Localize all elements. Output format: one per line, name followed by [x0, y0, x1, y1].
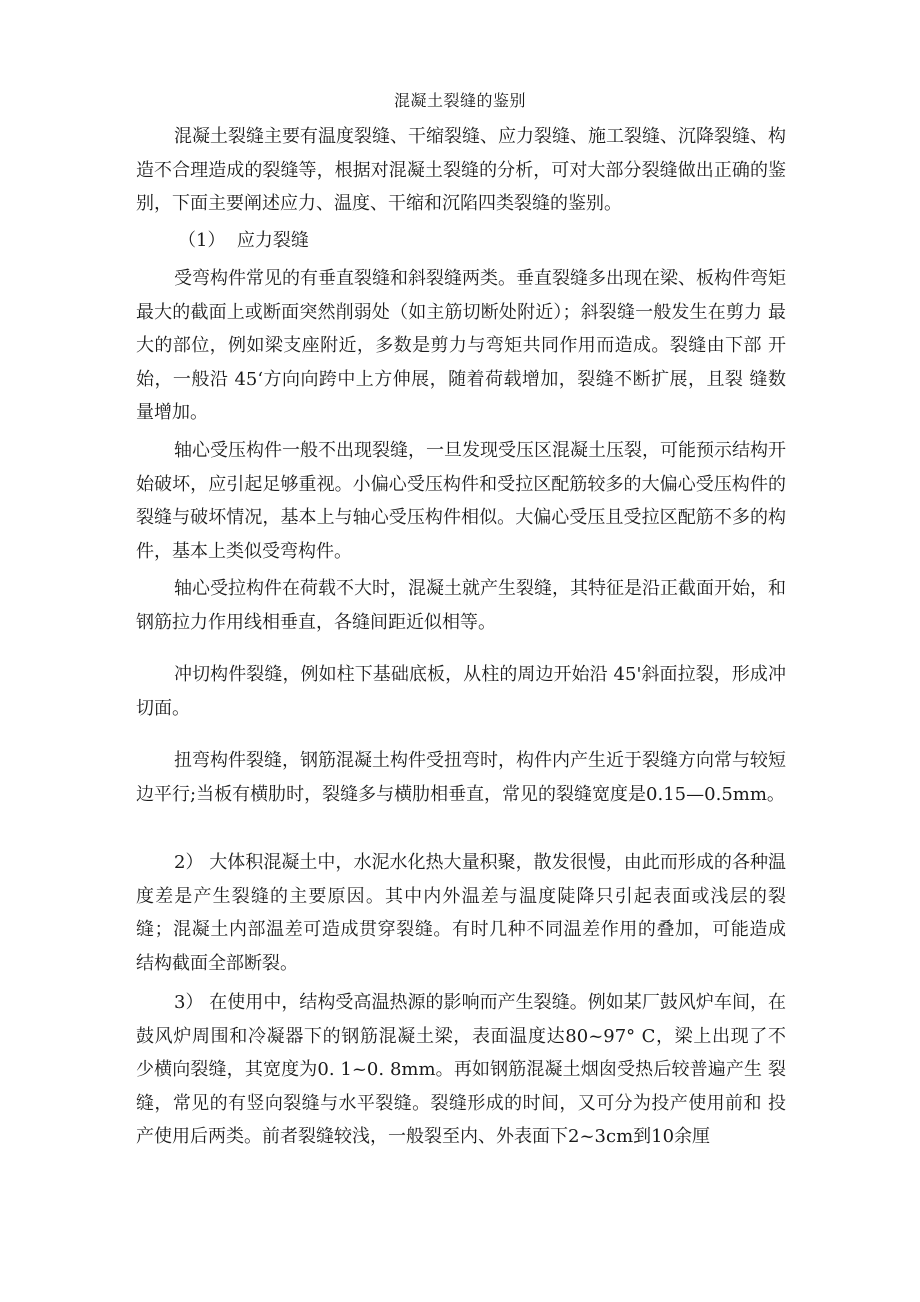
paragraph-torsion-bending: 扭弯构件裂缝，钢筋混凝土构件受扭弯时，构件内产生近于裂缝方向常与较短边平行;当板有横肋时，裂缝多与横肋相垂直，常见的裂缝宽度是0.15—0.5mm。 [136, 750, 786, 805]
section-heading-stress-cracks: （1） 应力裂缝 [178, 230, 309, 251]
intro-paragraph: 混凝土裂缝主要有温度裂缝、干缩裂缝、应力裂缝、施工裂缝、沉降裂缝、构造不合理造成的裂缝等，根据对混凝土裂缝的分析，可对大部分裂缝做出正确的鉴别，下面主要阐述应力、温度、干缩和沉陷四类裂缝的鉴别。 [136, 126, 786, 215]
paragraph-axial-tension: 轴心受拉构件在荷载不大时，混凝土就产生裂缝，其特征是沿正截面开始，和钢筋拉力作用线相垂直，各缝间距近似相等。 [136, 578, 786, 633]
paragraph-punching-shear: 冲切构件裂缝，例如柱下基础底板，从柱的周边开始沿 45'斜面拉裂，形成冲切面。 [136, 664, 786, 719]
paragraph-high-temperature: 3） 在使用中，结构受高温热源的影响而产生裂缝。例如某厂鼓风炉车间，在 鼓风炉周围和冷凝器下的钢筋混凝土梁，表面温度达80~97° C，梁上出现了不 少横向裂缝，其宽度为0. 1~0. 8mm。再如钢筋混凝土烟囱受热后较普遍产生 裂缝，常见的有竖向裂缝与水平裂缝。裂缝形成的时间，又可分为投产使用前和 投产使用后两类。前者裂缝较浅，一般裂至内、外表面下2~3cm到10余厘 [136, 992, 786, 1148]
paragraph-axial-compression: 轴心受压构件一般不出现裂缝，一旦发现受压区混凝土压裂，可能预示结构开始破坏，应引起足够重视。小偏心受压构件和受拉区配筋较多的大偏心受压构件的裂缝与破坏情况，基本上与轴心受压构件相似。大偏心受压且受拉区配筋不多的构件，基本上类似受弯构件。 [136, 440, 786, 562]
paragraph-bending-members: 受弯构件常见的有垂直裂缝和斜裂缝两类。垂直裂缝多出现在梁、板构件弯矩最大的截面上或断面突然削弱处（如主筋切断处附近）；斜裂缝一般发生在剪力 最大的部位，例如梁支座附近，多数是剪力与弯矩共同作用而造成。裂缝由下部 开始，一般沿 45‘方向向跨中上方伸展，随着荷载增加，裂缝不断扩展，且裂 缝数量增加。 [136, 268, 786, 424]
paragraph-mass-concrete-temperature: 2） 大体积混凝土中，水泥水化热大量积聚，散发很慢，由此而形成的各种温 度差是产生裂缝的主要原因。其中内外温差与温度陡降只引起表面或浅层的裂 缝；混凝土内部温差可造成贯穿裂缝。有时几种不同温差作用的叠加，可能造成 结构截面全部断裂。 [136, 852, 786, 974]
document-title: 混凝土裂缝的鉴别 [393, 91, 526, 110]
